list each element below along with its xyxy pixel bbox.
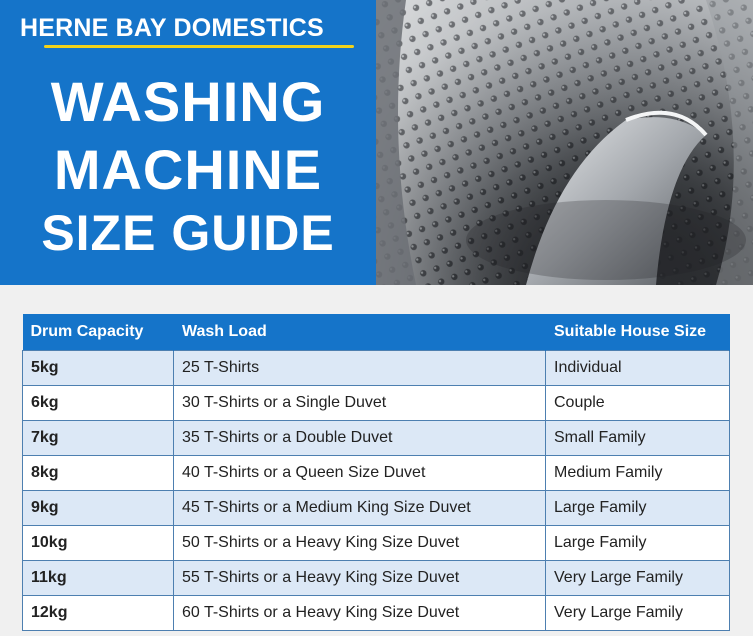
cell-wash-load: 25 T-Shirts bbox=[174, 350, 546, 385]
size-guide-table-container bbox=[22, 314, 729, 631]
hero-banner bbox=[0, 0, 753, 285]
brand-underline bbox=[44, 45, 354, 48]
cell-house-size: Couple bbox=[546, 385, 730, 420]
table-row bbox=[23, 490, 730, 525]
cell-capacity: 5kg bbox=[23, 350, 174, 385]
table-row bbox=[23, 420, 730, 455]
cell-wash-load: 50 T-Shirts or a Heavy King Size Duvet bbox=[174, 525, 546, 560]
title-line-1: WASHING bbox=[50, 70, 326, 133]
cell-capacity: 11kg bbox=[23, 560, 174, 595]
title-line-2: MACHINE bbox=[53, 138, 323, 201]
cell-house-size: Individual bbox=[546, 350, 730, 385]
cell-capacity: 9kg bbox=[23, 490, 174, 525]
cell-wash-load: 35 T-Shirts or a Double Duvet bbox=[174, 420, 546, 455]
cell-wash-load: 60 T-Shirts or a Heavy King Size Duvet bbox=[174, 595, 546, 630]
cell-wash-load: 40 T-Shirts or a Queen Size Duvet bbox=[174, 455, 546, 490]
cell-capacity: 12kg bbox=[23, 595, 174, 630]
header-drum-capacity: Drum Capacity bbox=[23, 314, 174, 350]
cell-capacity: 6kg bbox=[23, 385, 174, 420]
cell-capacity: 7kg bbox=[23, 420, 174, 455]
header-house-size: Suitable House Size bbox=[546, 314, 730, 350]
header-wash-load: Wash Load bbox=[174, 314, 546, 350]
cell-wash-load: 45 T-Shirts or a Medium King Size Duvet bbox=[174, 490, 546, 525]
cell-wash-load: 55 T-Shirts or a Heavy King Size Duvet bbox=[174, 560, 546, 595]
cell-wash-load: 30 T-Shirts or a Single Duvet bbox=[174, 385, 546, 420]
table-row bbox=[23, 455, 730, 490]
brand-name: HERNE BAY DOMESTICS bbox=[20, 14, 324, 42]
cell-house-size: Medium Family bbox=[546, 455, 730, 490]
table-row bbox=[23, 560, 730, 595]
table-row bbox=[23, 350, 730, 385]
cell-house-size: Very Large Family bbox=[546, 595, 730, 630]
cell-capacity: 8kg bbox=[23, 455, 174, 490]
table-header-row bbox=[23, 314, 730, 350]
cell-house-size: Very Large Family bbox=[546, 560, 730, 595]
cell-capacity: 10kg bbox=[23, 525, 174, 560]
table-row bbox=[23, 525, 730, 560]
drum-illustration bbox=[376, 0, 753, 285]
title-line-3: SIZE GUIDE bbox=[41, 205, 335, 261]
cell-house-size: Large Family bbox=[546, 525, 730, 560]
washing-machine-drum-photo bbox=[376, 0, 753, 285]
table-row bbox=[23, 595, 730, 630]
size-guide-table bbox=[22, 314, 730, 631]
cell-house-size: Small Family bbox=[546, 420, 730, 455]
table-row bbox=[23, 385, 730, 420]
cell-house-size: Large Family bbox=[546, 490, 730, 525]
title-panel bbox=[0, 0, 376, 285]
